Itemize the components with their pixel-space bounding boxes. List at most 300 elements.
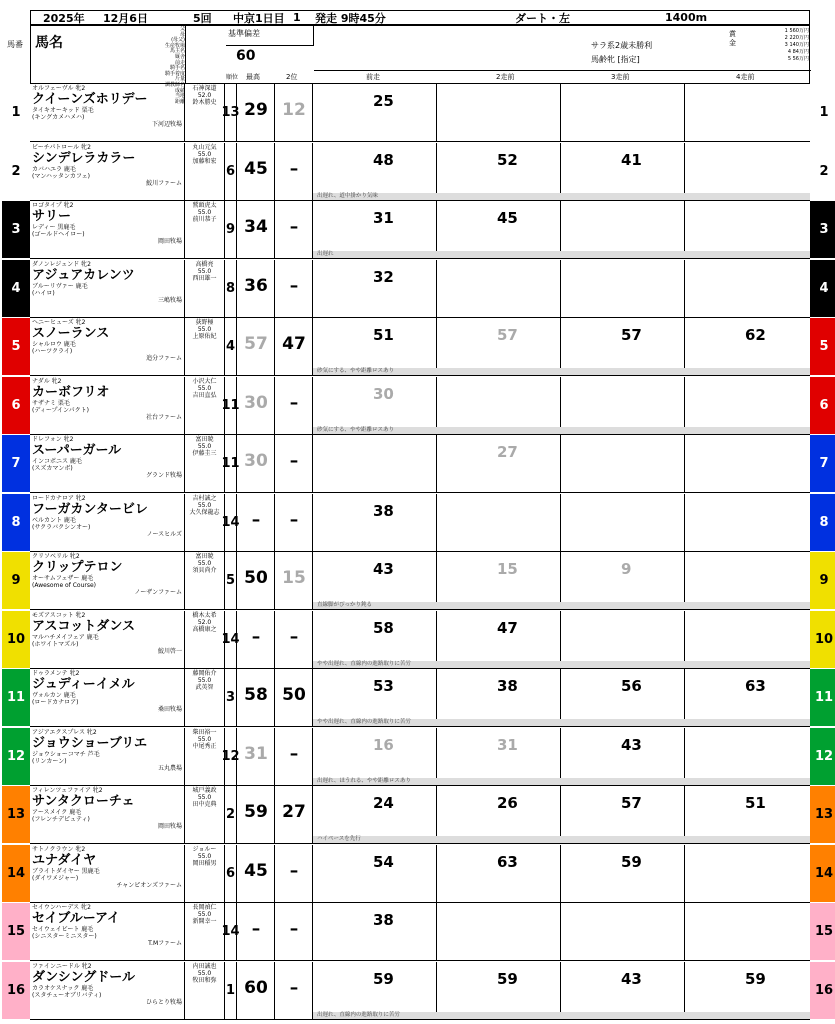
rank-number: 14 [225,903,237,960]
horse-name: ユナダイヤ [32,852,97,868]
horse-name: カーボフリオ [32,384,110,400]
jockey-info [185,84,225,141]
jockey-name: 橋木太希 [192,611,217,619]
rank-number: 11 [225,377,237,434]
rank-number: 11 [225,435,237,492]
race-score: 16 [373,735,394,754]
sire-name: ナダル 牝2 [32,377,62,385]
gate-number-left: 9 [2,552,30,609]
max-score: 36 [244,275,268,296]
race-score: 31 [373,209,394,227]
jockey-info [185,786,225,843]
field-label: (母父) [171,37,185,44]
horse-info [30,611,185,668]
second-score: 47 [282,334,306,354]
race-4 [685,494,810,551]
jockey-name: 丸山元気 [192,143,217,151]
weight: 55.0 [197,560,212,568]
horse-info [30,494,185,551]
race-3 [561,728,685,785]
weight: 55.0 [197,969,212,977]
prize-1: 1 560万円 [784,28,809,34]
horse-row [11,494,829,552]
race-score: 32 [373,267,394,286]
breeder-name: ひらとり牧場 [145,998,182,1006]
breeder-name: 五丸農場 [157,764,182,772]
second-score-cell [275,611,313,668]
weight: 55.0 [197,150,212,158]
second-score: – [289,860,299,881]
horse-row [11,81,829,142]
prev3-col-label: 3走前 [611,73,630,81]
horse-name: スノーランス [32,326,110,341]
weight: 55.0 [197,911,212,919]
race-score: 59 [497,969,518,988]
date: 12月6日 [103,11,148,25]
max-score-cell [237,611,275,668]
gate-number-left: 12 [2,728,30,785]
dam-name: カバハユラ 鹿毛 [32,165,76,173]
breeder-name: 桑田牧場 [157,706,182,713]
sire-name: ダノンレジェンド 牝2 [32,260,91,268]
race-condition: サラ系2歳未勝利 [591,41,653,50]
race-1 [313,786,437,843]
horse-name: ジュディーイメル [32,677,135,692]
dam-name: サザナミ 栗毛 [32,399,70,407]
race-no: 1 [293,11,301,24]
race-note: やや出遅れ、直線内の進路取りに苦労 [313,661,810,668]
rank-number: 3 [225,669,237,726]
gate-number-right: 10 [810,611,835,668]
jockey-name: 富田暁 [195,436,214,443]
horse-info [30,786,185,843]
race-3 [561,377,685,434]
race-4 [685,435,810,492]
race-score: 30 [373,384,394,403]
race-1 [313,494,437,551]
field-label: 調教師名 [164,81,185,88]
sire-name: クリソベリル 牝2 [32,553,80,560]
second-score-cell [275,84,313,141]
prize-4: 4 84万円 [787,49,809,55]
weight: 52.0 [197,618,212,626]
breeder-name: ノーザンファーム [134,589,182,596]
trainer-name: 武英智 [195,684,214,692]
gate-number-right: 15 [810,903,835,960]
damsire-name: (ロードカナロア) [32,699,79,706]
horse-row [6,669,834,727]
venue: 中京1日目 [233,11,285,25]
breeder-name: 岡田牧場 [157,823,182,830]
race-score: 48 [373,150,394,169]
breeder-name: T.Mファーム [148,940,182,947]
sire-name: ロードカナロア 牝2 [32,494,86,502]
weight: 55.0 [197,501,212,509]
horse-row [11,435,829,493]
rank-number: 2 [225,786,237,843]
field-label: 母 [179,31,185,38]
gate-number-right: 16 [810,962,835,1019]
horse-name: スーパーガール [32,443,122,458]
max-score-cell [237,84,275,141]
jockey-name: 吉村誠之 [192,494,217,502]
rank-number: 12 [225,728,237,785]
damsire-name: (キングカメハメハ) [32,114,85,121]
race-4 [685,845,810,902]
gate-number-left: 3 [2,201,30,258]
second-score-cell [275,669,313,726]
horse-row [6,786,834,844]
dam-name: アースメイク 鹿毛 [32,809,82,816]
jockey-info [185,494,225,551]
dam-name: ヴォルカン 鹿毛 [32,692,76,699]
prize-5: 5 56万円 [787,56,809,62]
race-3 [561,611,685,668]
dam-name: シャルロウ 鹿毛 [32,341,76,348]
race-2 [437,143,561,200]
race-2 [437,377,561,434]
breeder-name: 鮫川ファーム [146,179,182,187]
sire-name: アジアエクスプレス 牝2 [32,728,97,736]
gate-number-right: 4 [810,260,835,317]
field-label: 馬主名 [169,48,185,55]
race-score: 54 [373,852,394,871]
race-2 [437,903,561,960]
field-label: 騎手名 [169,65,185,72]
gate-number-left: 5 [2,318,30,375]
trainer-name: 須貝尚介 [192,567,217,575]
horse-row [6,611,834,669]
rank-number: 6 [225,143,237,200]
max-score-cell [237,669,275,726]
max-score: 58 [244,685,268,705]
race-score: 58 [373,618,394,637]
rank-number: 14 [225,611,237,668]
jockey-info [185,611,225,668]
trainer-name: 牧田和弥 [192,976,217,984]
sire-name: ファインニードル 牝2 [32,962,92,970]
race-2 [437,84,561,141]
race-score: 51 [745,794,766,812]
jockey-name: 富田暁 [195,553,214,560]
max-score: – [251,919,261,939]
race-4 [685,201,810,258]
dam-name: ベルカント 鹿毛 [32,516,76,524]
second-score-cell [275,728,313,785]
field-label: 前走 [174,59,185,66]
trainer-name: 岡田稲男 [192,859,217,867]
race-1 [313,318,437,375]
base-value: 60 [236,48,256,64]
max-score: 50 [244,568,268,588]
trainer-name: 鈴木勝史 [192,99,217,107]
race-1 [313,669,437,726]
max-score-cell [237,318,275,375]
damsire-name: (マンハッタンカフェ) [32,172,90,180]
sire-name: オルフェーヴル 牝2 [32,85,86,92]
trainer-name: 田中克典 [192,801,217,809]
race-1 [313,435,437,492]
race-score: 59 [745,969,766,988]
second-score-cell [275,552,313,609]
breeder-name: 岡田牧場 [157,238,182,245]
prize-label: 賞金 [729,30,736,47]
race-1 [313,845,437,902]
jockey-name: ジョルー [192,845,217,853]
race-1 [313,201,437,258]
trainer-name: 大久保龍志 [189,508,220,516]
horse-name: サンタクローチェ [32,794,135,809]
jockey-name: 小沢大仁 [192,377,217,385]
horse-row [11,260,829,318]
second-score: 12 [282,100,306,120]
max-score-cell [237,201,275,258]
second-score-cell [275,201,313,258]
max-score-cell [237,143,275,200]
second-score-cell [275,318,313,375]
horse-row [6,962,834,1020]
race-score: 9 [621,560,632,578]
race-condition-2: 馬齢牝 [指定] [591,55,640,64]
gate-number-right: 11 [810,669,835,726]
rank-number: 8 [225,260,237,317]
breeder-name: 三嶋牧場 [157,296,182,304]
dam-name: セイウェイビート 鹿毛 [32,926,94,933]
race-2 [437,435,561,492]
race-note: 直線脚がぴっかり鈍る [313,602,810,609]
horse-name: アスコットダンス [32,618,135,634]
max-score-cell [237,494,275,551]
race-3 [561,552,685,609]
horse-name: フーガカンタービレ [32,501,148,517]
horse-info [30,728,185,785]
trainer-name: 吉田直弘 [192,391,217,399]
prize-2: 2 220万円 [784,35,809,41]
sire-name: ドレフォン 牝2 [32,436,74,443]
race-3 [561,494,685,551]
max-score: 34 [244,217,268,237]
second-score: – [289,743,299,764]
trainer-name: 新開幸一 [192,918,217,926]
dam-name: ブルーリヴァー 鹿毛 [32,282,88,290]
race-score: 47 [497,618,518,637]
base-label: 基準偏差 [226,26,314,46]
jockey-info [185,669,225,726]
race-4 [685,318,810,375]
dam-name: マルハチメイフェア 鹿毛 [32,633,99,641]
second-score-cell [275,845,313,902]
jockey-info [185,318,225,375]
breeder-name: チャンピオンズファーム [116,881,182,889]
jockey-name: 荻野極 [195,319,214,326]
race-score: 15 [497,560,518,578]
race-score: 57 [621,794,642,812]
race-score: 27 [497,443,518,461]
rank-number: 1 [225,962,237,1019]
dam-name: ジョウショーコマチ 芦毛 [32,750,100,758]
race-4 [685,786,810,843]
race-score: 43 [373,560,394,578]
damsire-name: (シニスターミニスター) [32,933,97,940]
gate-number-right: 13 [810,786,835,843]
second-score: – [289,217,299,237]
gate-number-right: 6 [810,377,835,434]
kai: 5回 [193,11,212,25]
gate-number-right: 7 [810,435,835,492]
race-4 [685,669,810,726]
horse-name: シンデレラカラー [32,150,136,166]
race-1 [313,728,437,785]
horse-name: セイブルーアイ [32,911,120,926]
race-score: 59 [621,852,642,871]
max-score: 45 [244,158,268,179]
race-note: ハイペースを先行 [313,836,810,843]
horse-info [30,962,185,1019]
horse-name: ジョウショーブリエ [32,735,148,751]
race-1 [313,143,437,200]
breeder-name: ノースヒルズ [146,530,182,538]
race-4 [685,962,810,1019]
max-score: 29 [244,100,268,120]
damsire-name: (ダイワメジャー) [32,874,79,882]
title-bar [30,10,810,26]
second-score: – [289,392,299,413]
race-1 [313,84,437,141]
gate-number-right: 2 [810,143,835,200]
horse-info [30,435,185,492]
horse-name: クリップテロン [32,560,123,575]
rank-col-label: 順位 [226,74,239,81]
weight: 55.0 [197,735,212,743]
gate-number-left: 7 [2,435,30,492]
race-1 [313,611,437,668]
field-label: 父 [179,26,185,32]
second-score-cell [275,494,313,551]
rank-number: 6 [225,845,237,902]
dam-name: オーサムフェザー 鹿毛 [32,575,94,582]
horse-row [6,728,834,786]
horse-info [30,669,185,726]
rank-number: 9 [225,201,237,258]
horse-info [30,845,185,902]
damsire-name: (ゴールドヘイロー) [32,231,85,238]
race-3 [561,669,685,726]
horse-name: サリー [32,209,72,224]
second-score: – [289,275,299,296]
race-note: 出遅れ [313,251,810,258]
race-note: 砂気にする、やや距離ロスあり [313,368,810,375]
race-note: 出遅れ、直線内の進路取りに苦労 [313,1012,810,1019]
prev4-col-label: 4走前 [736,73,755,81]
field-label: 当地 [174,93,185,100]
weight: 55.0 [197,384,212,392]
race-2 [437,318,561,375]
sire-name: ドゥラメンテ 牝2 [32,670,80,677]
max-score-cell [237,260,275,317]
sire-name: モズアスコット 牝2 [32,611,86,619]
max-score-cell [237,377,275,434]
jockey-name: 石神深道 [192,85,217,92]
race-4 [685,611,810,668]
jockey-name: 鷲頭虎太 [192,202,217,209]
dam-name: タイキオーキッド 栗毛 [32,107,94,114]
race-3 [561,903,685,960]
horse-name: クイーンズホリデー [32,92,148,107]
gate-number-right: 8 [810,494,835,551]
max-score: – [251,626,261,647]
prize-3: 3 140万円 [784,42,809,48]
race-score: 53 [373,677,394,695]
race-score: 38 [497,677,518,695]
gate-number-left: 8 [2,494,30,551]
name-label: 馬名 [35,35,63,51]
weight: 55.0 [197,677,212,685]
horse-info [30,552,185,609]
race-score: 51 [373,326,394,344]
race-score: 43 [621,969,642,988]
max-score: 30 [244,451,268,471]
race-1 [313,962,437,1019]
horse-row [6,845,834,903]
jockey-info [185,201,225,258]
dam-name: レディー 黒鹿毛 [32,224,76,231]
race-2 [437,669,561,726]
horse-info [30,81,185,141]
field-label: 斤量 [174,76,185,83]
race-note: 出遅れ、ほうれる、やや距離ロスあり [313,778,810,785]
second-score: – [289,626,299,647]
max-score: – [251,509,261,530]
race-4 [685,552,810,609]
damsire-name: (ホワイトマズル) [32,640,79,648]
race-1 [313,903,437,960]
max-score-cell [237,845,275,902]
race-sheet [6,10,834,1020]
trainer-name: 前川恭子 [192,216,217,224]
trainer-name: 西田雄一 [192,274,217,282]
jockey-info [185,903,225,960]
damsire-name: (フレンチデピュティ) [32,816,90,823]
gate-number-left: 10 [2,611,30,668]
race-1 [313,377,437,434]
weight: 52.0 [197,92,212,100]
second-score: 15 [282,568,306,588]
jockey-info [185,260,225,317]
max-score: 60 [244,977,268,998]
race-3 [561,786,685,843]
race-score: 57 [497,326,518,344]
race-score: 38 [373,911,394,929]
second-score-cell [275,962,313,1019]
gate-number-right: 1 [810,84,835,141]
max-col-label: 最高 [246,73,260,81]
max-score-cell [237,903,275,960]
race-score: 52 [497,150,518,169]
dam-name: カラオケスナック 鹿毛 [32,984,94,992]
jockey-info [185,143,225,200]
field-label: 騎手着度 [164,70,185,77]
race-2 [437,962,561,1019]
jockey-info [185,377,225,434]
damsire-name: (ハイロ) [32,289,55,297]
race-score: 56 [621,677,642,695]
damsire-name: (リンカーン) [32,757,67,765]
max-score: 31 [244,743,268,764]
prize-list [771,28,809,63]
sire-name: フィレンツェファイア 牝2 [32,787,103,794]
trainer-name: 高橋康之 [192,625,217,633]
max-score-cell [237,728,275,785]
